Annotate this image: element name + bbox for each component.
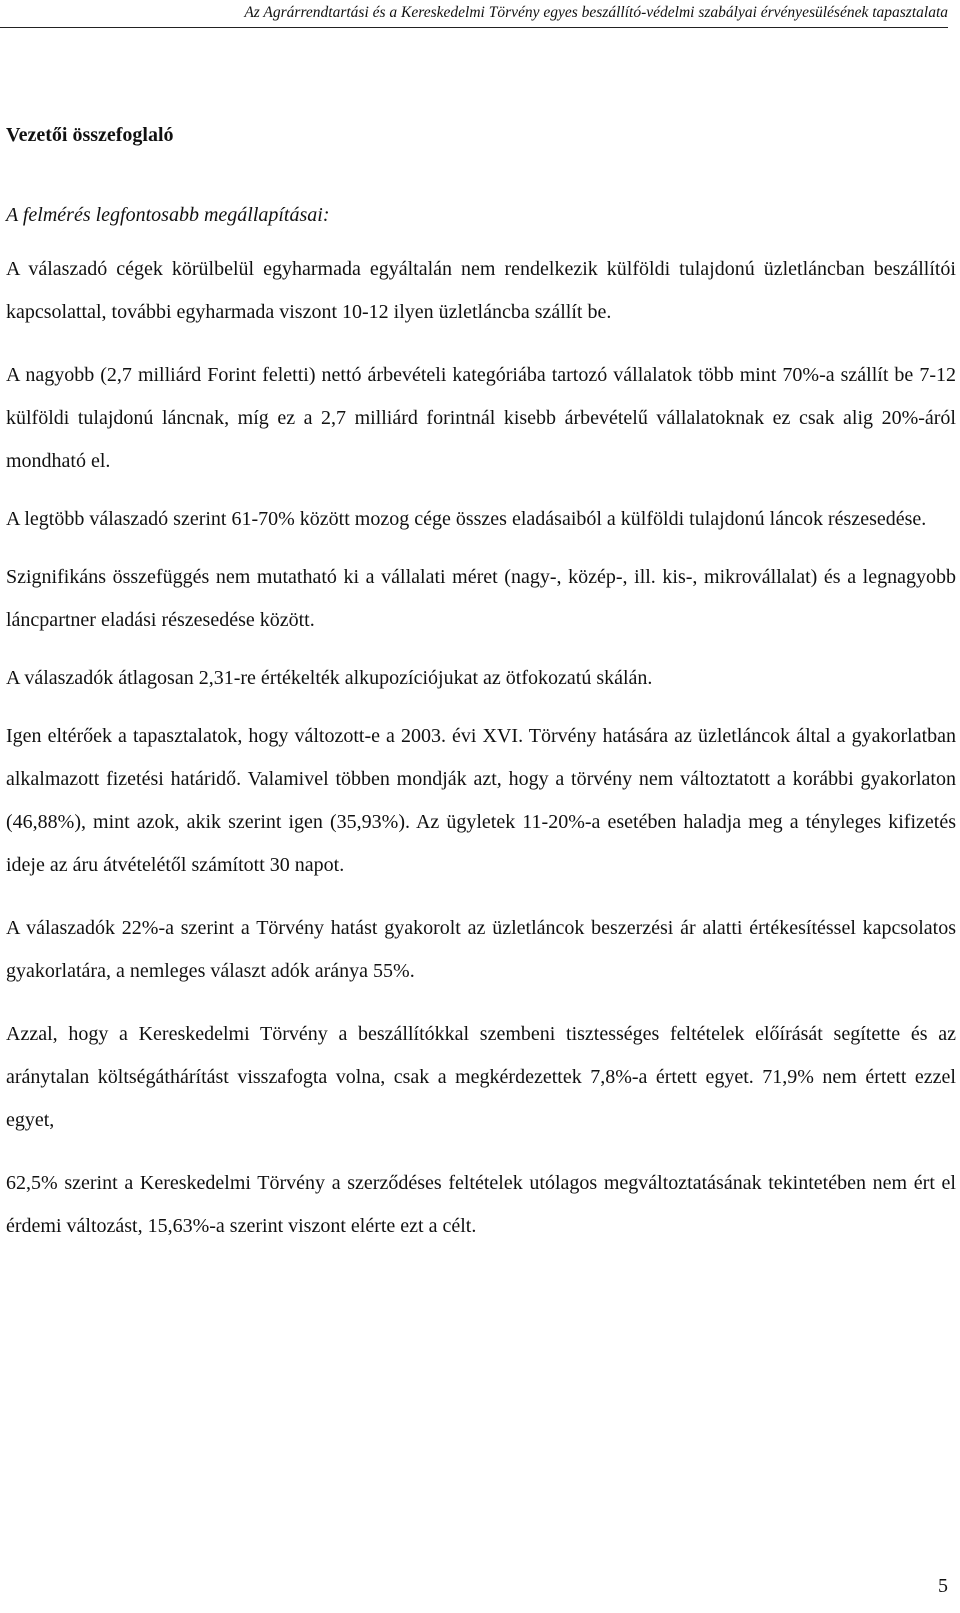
section-heading: Vezetői összefoglaló	[6, 124, 174, 146]
paragraph-revenue-categories: A nagyobb (2,7 milliárd Forint feletti) nettó árbevételi kategóriába tartozó vállalatok több mint 70%-a szállít be 7-12 külföldi tulajdonú láncnak, míg ez a 2,7 milliárd forintnál kisebb árbevételű vállalatoknak ez csak alig 20%-áról mondható el.	[6, 364, 956, 472]
paragraph-fair-conditions: Azzal, hogy a Kereskedelmi Törvény a beszállítókkal szembeni tisztességes feltételek előírását segítette és az aránytalan költségáthárítást visszafogta volna, csak a megkérdezettek 7,8%-a értett egyet. 71,9% nem értett ezzel egyet,	[6, 1023, 956, 1131]
paragraph-below-cost-sales: A válaszadók 22%-a szerint a Törvény hatást gyakorolt az üzletláncok beszerzési ár alatti értékesítéssel kapcsolatos gyakorlatára, a nemleges választ adók aránya 55%.	[6, 917, 956, 982]
paragraph-contract-changes: 62,5% szerint a Kereskedelmi Törvény a szerződéses feltételek utólagos megváltoztatásának tekintetében nem ért el érdemi változást, 15,63%-a szerint viszont elérte ezt a célt.	[6, 1172, 956, 1237]
paragraph-company-size: Szignifikáns összefüggés nem mutatható ki a vállalati méret (nagy-, közép-, ill. kis-, mikrovállalat) és a legnagyobb láncpartner eladási részesedése között.	[6, 566, 956, 631]
paragraph-payment-deadline: Igen eltérőek a tapasztalatok, hogy változott-e a 2003. évi XVI. Törvény hatására az üzletláncok által a gyakorlatban alkalmazott fizetési határidő. Valamivel többen mondják azt, hogy a törvény nem változtatott a korábbi gyakorlaton (46,88%), mint azok, akik szerint igen (35,93%). Az ügyletek 11-20%-a esetében haladja meg a tényleges kifizetés ideje az áru átvételétől számított 30 napot.	[6, 725, 956, 876]
paragraph-bargaining-position: A válaszadók átlagosan 2,31-re értékelték alkupozíciójukat az ötfokozatú skálán.	[6, 667, 653, 689]
page-number: 5	[938, 1575, 948, 1597]
running-header: Az Agrárrendtartási és a Kereskedelmi Törvény egyes beszállító-védelmi szabályai érvényesülésének tapasztalata	[0, 3, 948, 28]
document-body	[6, 122, 956, 1268]
paragraph-chain-share: A legtöbb válaszadó szerint 61-70% között mozog cége összes eladásaiból a külföldi tulajdonú láncok részesedése.	[6, 508, 927, 530]
findings-intro: A felmérés legfontosabb megállapításai:	[6, 204, 330, 226]
paragraph-supplier-relations: A válaszadó cégek körülbelül egyharmada egyáltalán nem rendelkezik külföldi tulajdonú üzletláncban beszállítói kapcsolattal, további egyharmada viszont 10-12 ilyen üzletláncba szállít be.	[6, 258, 956, 323]
